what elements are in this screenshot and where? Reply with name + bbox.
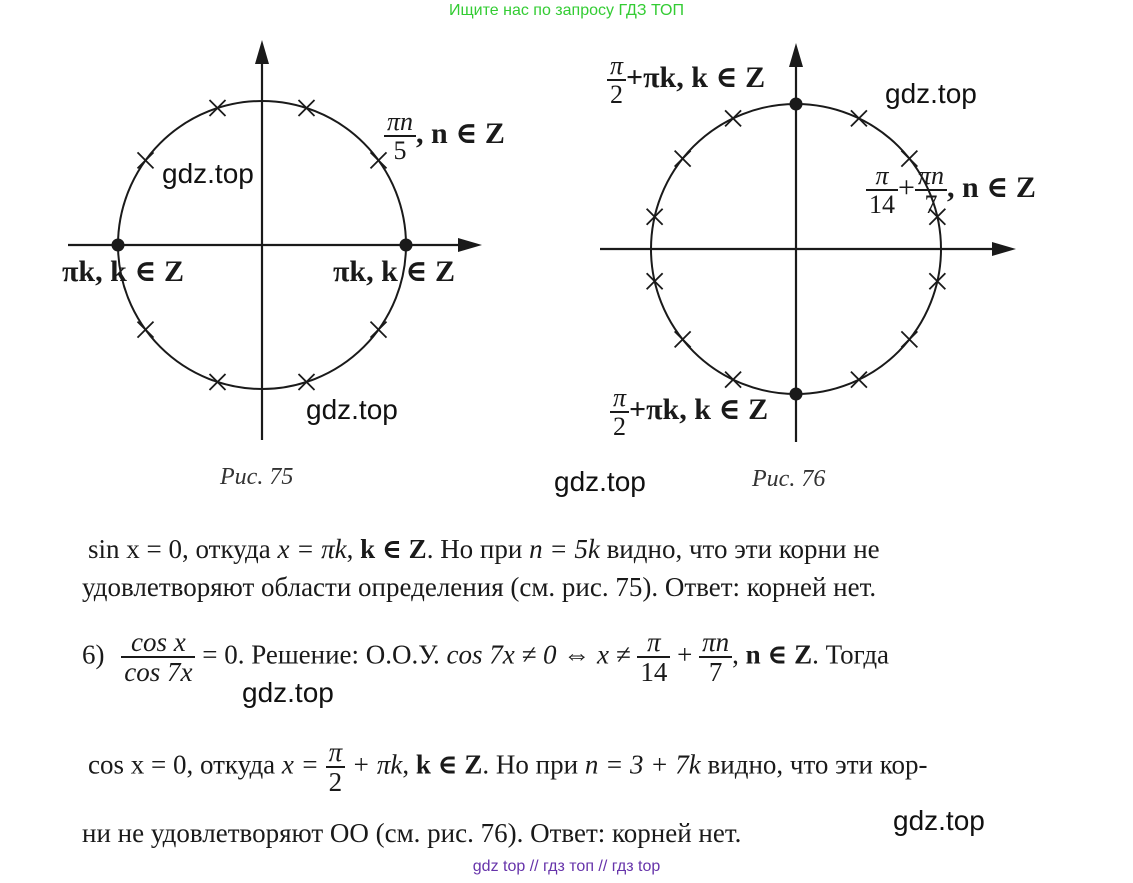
fig75-label-right: πk, k ∈ Z [333, 255, 456, 288]
fig76-label-bottom [610, 384, 768, 441]
fig76-dot-mark [790, 388, 803, 401]
fig75-caption: Рис. 75 [220, 464, 294, 490]
math-n-in-z: n ∈ Z [745, 639, 813, 670]
math-n-eq: n = 3 + 7k [584, 749, 701, 780]
footer-links[interactable]: gdz top // гдз топ // гдз top [472, 858, 661, 875]
text-fragment: . Но при [482, 749, 585, 780]
text-line-1 [88, 534, 880, 565]
math-x-eq: x = πk [277, 534, 347, 564]
fig76-label-top-fraction [607, 52, 626, 109]
fig76-label-top-den: 2 [607, 79, 626, 108]
fig76-label-right-den1: 14 [866, 189, 898, 218]
math-condition: cos 7x ≠ 0 [446, 639, 557, 670]
fraction-den: 7 [699, 656, 732, 686]
text-fragment: . Тогда [812, 639, 890, 670]
fraction-num: π [328, 737, 343, 767]
text-fragment: , откуда [186, 749, 282, 780]
fraction-num: cos x [131, 627, 186, 657]
fraction-den: 2 [326, 766, 346, 796]
math-iff: ⇔ [556, 639, 598, 670]
figure-75 [68, 40, 482, 440]
math-sin-eq: sin x = 0 [88, 534, 182, 564]
fig76-label-right-fraction2 [915, 162, 947, 219]
text-problem-6 [82, 628, 889, 687]
math-x-neq: x ≠ [597, 639, 638, 670]
text-fragment: , [732, 639, 746, 670]
text-fragment: , [402, 749, 416, 780]
math-n-eq: n = 5k [529, 534, 600, 564]
fraction-pi-2 [326, 738, 346, 797]
text-line-4 [88, 738, 928, 797]
fig76-y-arrow [789, 43, 803, 67]
fraction-num: πn [702, 627, 730, 657]
watermark: gdz.top [893, 805, 985, 836]
text-fragment: видно, что эти корни не [599, 534, 880, 564]
fig76-caption: Рис. 76 [752, 466, 826, 492]
fig76-label-right [866, 162, 1036, 219]
fig75-dot-mark [112, 239, 125, 252]
fraction-cos-ratio [121, 628, 195, 687]
text-fragment: видно, что эти кор- [700, 749, 928, 780]
text-fragment: . Но при [426, 534, 530, 564]
watermark: gdz.top [885, 78, 977, 109]
text-fragment: , [346, 534, 361, 564]
fig76-label-bottom-den: 2 [610, 411, 629, 440]
top-banner[interactable]: Ищите нас по запросу ГДЗ ТОП [449, 2, 684, 19]
fraction-den: cos 7x [121, 656, 195, 686]
math-eq-zero: = 0 [195, 639, 238, 670]
fig76-x-arrow [992, 242, 1016, 256]
fig75-y-arrow [255, 40, 269, 64]
fig76-dot-mark [790, 98, 803, 111]
math-k-in-z: k ∈ Z [360, 534, 427, 564]
fraction-pi-14 [637, 628, 670, 687]
text-line-5: ни не удовлетворяют ОО (см. рис. 76). Ответ: корней нет. [82, 818, 742, 848]
fraction-den: 14 [637, 656, 670, 686]
fig75-label-top-tail: , n ∈ Z [416, 117, 505, 151]
math-plus-pik: + πk [345, 749, 403, 780]
fig76-label-bottom-tail: +πk, k ∈ Z [629, 393, 769, 427]
watermark: gdz.top [306, 394, 398, 425]
fraction-pin-7 [699, 628, 732, 687]
fig75-dot-mark [400, 239, 413, 252]
watermark: gdz.top [554, 466, 646, 497]
fig76-label-bottom-fraction [610, 384, 629, 441]
watermark: gdz.top [242, 677, 334, 708]
fig76-label-right-fraction1 [866, 162, 898, 219]
text-fragment: . Решение: О.О.У. [237, 639, 447, 670]
fig75-label-left: πk, k ∈ Z [62, 255, 185, 288]
math-cos-eq: cos x = 0 [88, 749, 187, 780]
watermark: gdz.top [162, 158, 254, 189]
math-k-in-z: k ∈ Z [415, 749, 483, 780]
fig76-label-right-den2: 7 [915, 189, 947, 218]
fig75-label-top-den: 5 [384, 135, 416, 164]
fig76-label-top-tail: +πk, k ∈ Z [626, 61, 766, 95]
fig76-label-right-num2: πn [917, 161, 944, 190]
fig75-x-arrow [458, 238, 482, 252]
fig76-label-right-tail: , n ∈ Z [946, 171, 1036, 205]
fig76-label-right-plus: + [898, 171, 915, 205]
text-line-2: удовлетворяют области определения (см. рис. 75). Ответ: корней нет. [82, 572, 877, 602]
fig76-label-bottom-num: π [613, 383, 627, 412]
fraction-num: π [647, 627, 661, 657]
problem-number: 6) [82, 639, 105, 670]
fig75-label-top-fraction [384, 108, 416, 165]
fig75-label-top [384, 108, 505, 165]
fig76-label-top-num: π [610, 51, 624, 80]
math-plus: + [670, 639, 700, 670]
fig75-label-top-num: πn [387, 107, 414, 136]
math-x-eq: x = [281, 749, 326, 780]
fig76-label-top [607, 52, 765, 109]
fig76-label-right-num1: π [875, 161, 889, 190]
text-fragment: , откуда [182, 534, 278, 564]
